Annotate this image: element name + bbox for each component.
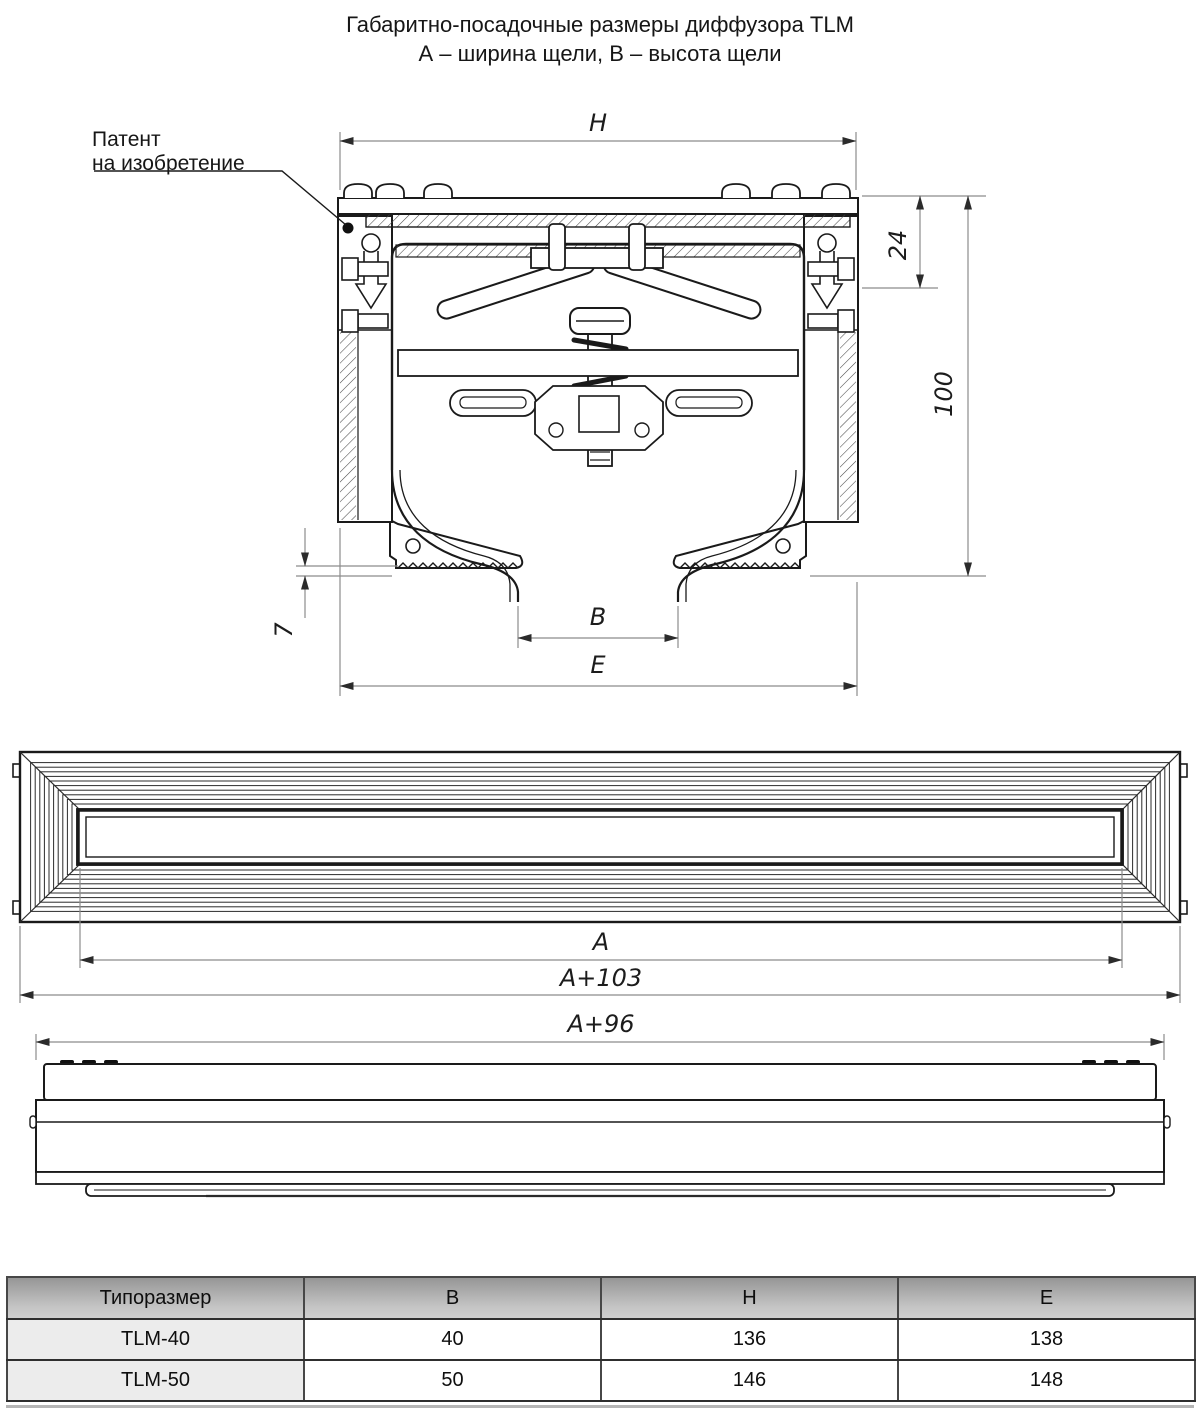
- table-row: [7, 1319, 1195, 1360]
- dim-7-label: 7: [270, 622, 298, 638]
- side-view: [30, 1060, 1170, 1196]
- dim-e-label: E: [590, 651, 606, 679]
- table-cell: 136: [601, 1319, 898, 1360]
- table-cell: 138: [898, 1319, 1195, 1360]
- table-cell: 50: [304, 1360, 601, 1401]
- size-table: [6, 1276, 1194, 1402]
- table-header-row: [7, 1277, 1195, 1319]
- dim-b-label: B: [589, 603, 607, 631]
- table-cell: 146: [601, 1360, 898, 1401]
- table-cell: 40: [304, 1319, 601, 1360]
- patent-label-line-2: на изобретение: [92, 152, 245, 175]
- title-line-1: Габаритно-посадочные размеры диффузора TLM: [346, 12, 854, 37]
- table-row: [7, 1360, 1195, 1401]
- title-line-2: А – ширина щели, В – высота щели: [418, 41, 782, 66]
- dim-h-label: H: [588, 109, 608, 137]
- dim-24-label: 24: [884, 229, 912, 261]
- table-bottom-line: [6, 1405, 1194, 1408]
- dim-a-label: A: [592, 928, 610, 956]
- table-cell: 148: [898, 1360, 1195, 1401]
- front-view: [13, 752, 1187, 922]
- dim-h: [340, 132, 856, 190]
- table-cell: TLM-50: [7, 1360, 304, 1401]
- patent-label-line-1: Патент: [92, 128, 161, 151]
- table-header-cell: B: [304, 1277, 601, 1319]
- table-header-cell: H: [601, 1277, 898, 1319]
- cross-section-view: [338, 184, 858, 602]
- dim-a103-label: A+103: [559, 964, 643, 992]
- dim-7: [296, 528, 398, 618]
- table-header-cell: Типоразмер: [7, 1277, 304, 1319]
- dim-100-label: 100: [930, 371, 958, 417]
- table-cell: TLM-40: [7, 1319, 304, 1360]
- table-header-cell: E: [898, 1277, 1195, 1319]
- patent-leader-line: [94, 171, 346, 225]
- dim-a96-label: A+96: [567, 1010, 635, 1038]
